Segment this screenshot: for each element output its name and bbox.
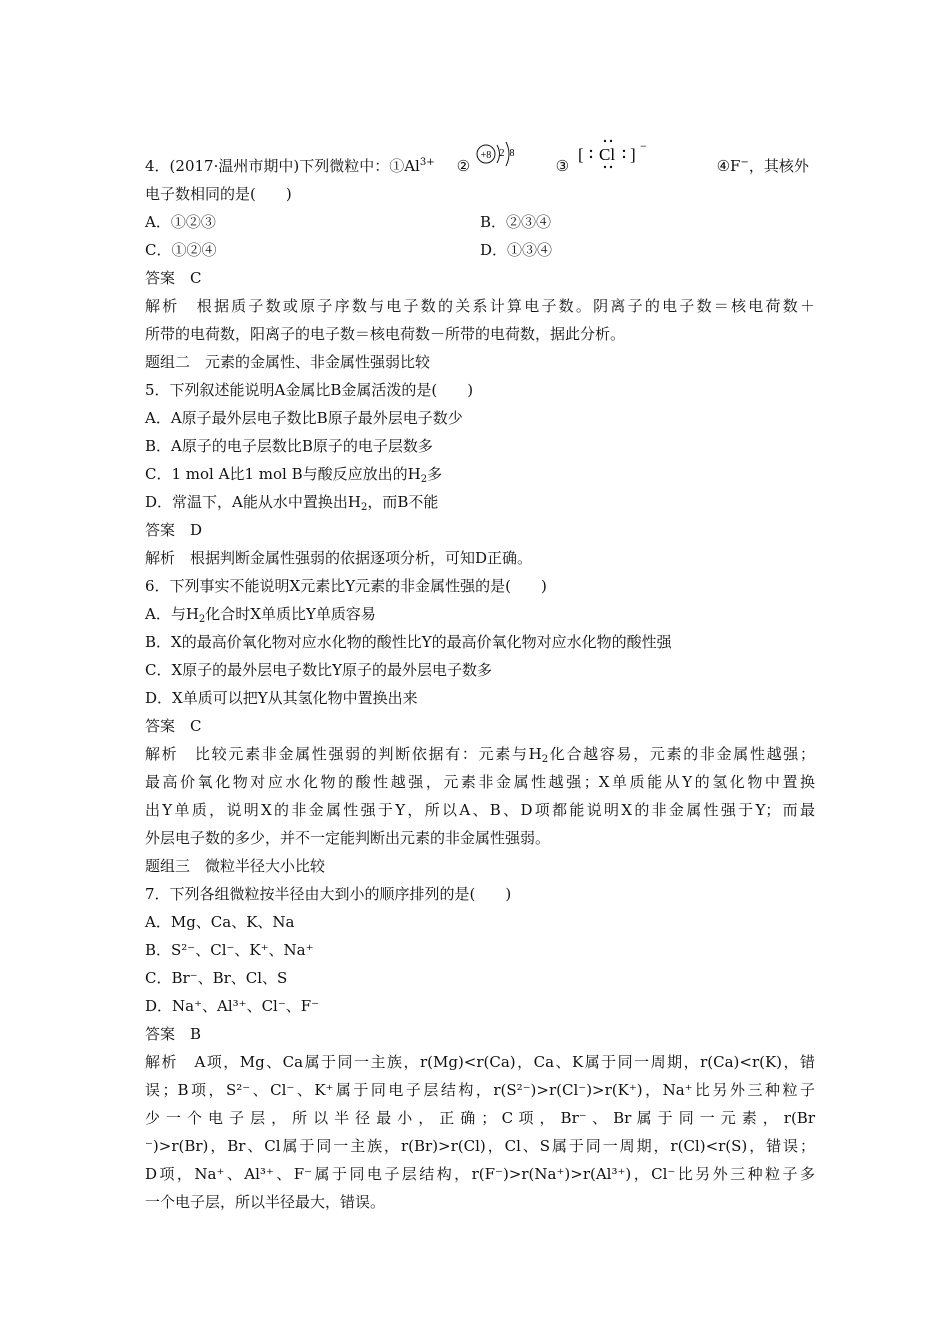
q6-option-b: B．X的最高价氧化物对应水化物的酸性比Y的最高价氧化物对应水化物的酸性强 [145,633,672,651]
q4-option-d: D．①③④ [480,241,553,259]
shell2-electrons: 8 [509,148,515,159]
q6-explanation-line1: 解析 比较元素非金属性强弱的判断依据有：元素与$H_2$化合越容易，元素的非金属性越强； [145,745,815,765]
q6-option-d: D．X单质可以把Y从其氢化物中置换出来 [145,689,418,707]
q5-option-a: A．A原子最外层电子数比B原子最外层电子数少 [145,409,463,427]
q4-item2: ② [456,157,471,175]
q7-stem: 7．下列各组微粒按半径由大到小的顺序排列的是( ) [145,885,512,903]
chlorine-symbol: Cl [598,145,615,164]
q7-answer: 答案 B [145,1025,202,1043]
q4-options-row1 [145,208,815,236]
q7-explanation-line5: D项，Na⁺、Al³⁺、F⁻属于同电子层结构，r(F⁻)>r(Na⁺)>r(Al³⁺)，Cl⁻比另外三种粒子多 [145,1165,815,1183]
q6-option-c: C．X原子的最外层电子数比Y原子的最外层电子数多 [145,661,493,679]
al-charge: 3+ [419,157,435,168]
q6-explanation-line3: 出Y单质，说明X的非金属性强于Y，所以A、B、D项都能说明X的非金属性强于Y；而最 [145,801,815,819]
q5-stem: 5．下列叙述能说明A金属比B金属活泼的是( ) [145,381,474,399]
q7-explanation-line6: 一个电子层，所以半径最大，错误。 [145,1193,386,1211]
f-charge: − [740,157,749,168]
q4-explanation-line1: 解析 根据质子数或原子序数与电子数的关系计算电子数。阴离子的电子数＝核电荷数＋ [145,297,815,315]
group3-heading: 题组三 微粒半径大小比较 [145,857,326,875]
q7-explanation-line2: 误；B项，S²⁻、Cl⁻、K⁺属于同电子层结构，r(S²⁻)>r(Cl⁻)>r(K⁺)，Na⁺比另外三种粒子 [145,1081,815,1099]
q6-answer: 答案 C [145,717,202,735]
q5-option-c: C．1 mol A比1 mol B与酸反应放出的$H_2$多 [145,465,443,485]
bracket-open: [ [577,145,584,164]
nucleus-charge: +8 [480,150,492,161]
q7-explanation-line4: ⁻)>r(Br)，Br、Cl属于同一主族，r(Br)>r(Cl)，Cl、S属于同一周期，r(Cl)<r(S)，错误； [145,1137,815,1155]
q5-option-d: D．常温下，A能从水中置换出$H_2$，而B不能 [145,493,439,513]
oxygen-ion-structure-diagram [475,136,531,176]
q5-explanation: 解析 根据判断金属性强弱的依据逐项分析，可知D正确。 [145,549,533,567]
q4-option-a: A．①②③ [145,213,216,231]
chloride-charge: − [639,139,647,153]
q4-stem-line1 [145,139,815,180]
q6-stem: 6．下列事实不能说明X元素比Y元素的非金属性强的是( ) [145,577,547,595]
q5-answer: 答案 D [145,521,203,539]
q4-option-c: C．①②④ [145,241,217,259]
bracket-close: ] [629,145,636,164]
q4-item4: ④F [716,157,741,175]
q6-explanation-line4: 外层电子数的多少，并不一定能判断出元素的非金属性强弱。 [145,829,551,847]
q6-explanation-line2: 最高价氧化物对应水化物的酸性越强，元素非金属性越强；X单质能从Y的氢化物中置换 [145,773,815,791]
q4-item3: ③ [555,157,570,175]
q7-option-d: D．Na⁺、Al³⁺、Cl⁻、F⁻ [145,997,320,1015]
q7-option-a: A．Mg、Ca、K、Na [145,913,295,931]
q4-suffix: ，其核外 [748,157,809,175]
q4-explanation-line2: 所带的电荷数，阳离子的电子数＝核电荷数－所带的电荷数，据此分析。 [145,325,626,343]
q7-explanation-line1: 解析 A项，Mg、Ca属于同一主族，r(Mg)<r(Ca)，Ca、K属于同一周期，r(Ca)<r(K)，错 [145,1053,815,1071]
q6-option-a: A．与$H_2$化合时X单质比Y单质容易 [145,605,376,625]
q4-prefix: 4．(2017·温州市期中)下列微粒中：①Al [145,157,420,175]
q7-explanation-line3: 少 一 个 电 子 层 ， 所 以 半 径 最 小 ， 正 确 ； C 项 ， Br⁻ 、 Br 属 于 同 一 元 素 ， r(Br [145,1109,815,1127]
q4-option-b: B．②③④ [480,213,552,231]
shell1-electrons: 2 [499,148,505,159]
q4-answer: 答案 C [145,269,202,287]
q4-options-row2 [145,236,815,264]
chloride-electron-dot-diagram [574,134,664,174]
q4-stem-line2: 电子数相同的是( ) [145,185,292,203]
q7-option-c: C．Br⁻、Br、Cl、S [145,969,288,987]
q5-option-b: B．A原子的电子层数比B原子的电子层数多 [145,437,433,455]
q7-option-b: B．S²⁻、Cl⁻、K⁺、Na⁺ [145,941,314,959]
group2-heading: 题组二 元素的金属性、非金属性强弱比较 [145,353,431,371]
